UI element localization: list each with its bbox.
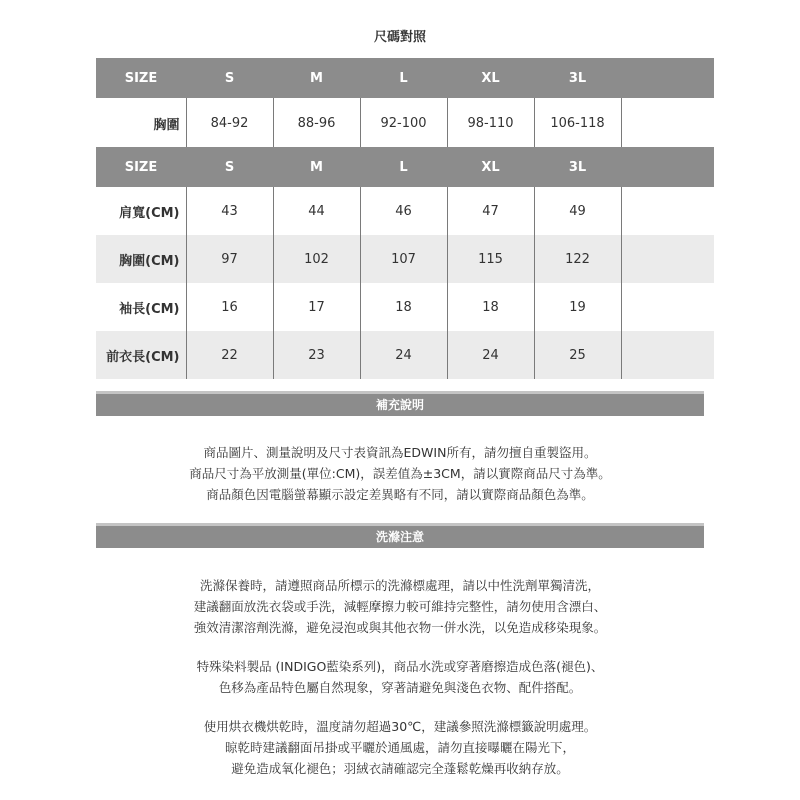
page-title: 尺碼對照 xyxy=(373,30,426,45)
size-header-cell: L xyxy=(360,58,447,98)
measurement-table xyxy=(96,147,714,379)
size-header-cell: S xyxy=(186,147,273,187)
table-cell: 23 xyxy=(273,331,360,379)
supplement-heading: 補充說明 xyxy=(96,391,704,416)
table-cell: 24 xyxy=(360,331,447,379)
care-line: 強效清潔溶劑洗滌，避免浸泡或與其他衣物一併水洗，以免造成移染現象。 xyxy=(193,620,607,635)
header-empty-cell xyxy=(621,147,714,187)
size-header-cell: 3L xyxy=(534,58,621,98)
care-line: 洗滌保養時，請遵照商品所標示的洗滌標處理，請以中性洗劑單獨清洗， xyxy=(199,578,600,593)
table-row xyxy=(96,187,714,235)
size-header-cell: M xyxy=(273,58,360,98)
empty-cell xyxy=(621,331,714,379)
size-header-cell: L xyxy=(360,147,447,187)
care-line: 避免造成氧化褪色；羽絨衣請確認完全蓬鬆乾燥再收納存放。 xyxy=(231,761,569,776)
row-label: 前衣長(CM) xyxy=(96,331,186,379)
size-header-cell: 3L xyxy=(534,147,621,187)
table-row xyxy=(96,235,714,283)
washing-para-1 xyxy=(96,575,704,638)
table-cell: 46 xyxy=(360,187,447,235)
table-cell: 44 xyxy=(273,187,360,235)
table-cell: 122 xyxy=(534,235,621,283)
note-line: 商品圖片、測量說明及尺寸表資訊為EDWIN所有，請勿擅自重製盜用。 xyxy=(203,445,597,460)
table-cell: 17 xyxy=(273,283,360,331)
table-cell: 18 xyxy=(447,283,534,331)
table-row xyxy=(96,283,714,331)
note-line: 商品尺寸為平放測量(單位:CM)，誤差值為±3CM，請以實際商品尺寸為準。 xyxy=(189,466,611,481)
size-header-row xyxy=(96,58,714,98)
care-line: 色移為產品特色屬自然現象，穿著請避免與淺色衣物、配件搭配。 xyxy=(218,680,582,695)
empty-cell xyxy=(621,187,714,235)
size-header-label: SIZE xyxy=(96,147,186,187)
table-cell: 19 xyxy=(534,283,621,331)
note-line: 商品顏色因電腦螢幕顯示設定差異略有不同，請以實際商品顏色為準。 xyxy=(206,487,594,502)
size-header-cell: XL xyxy=(447,58,534,98)
size-header-cell: S xyxy=(186,58,273,98)
size-header-row xyxy=(96,147,714,187)
care-line: 晾乾時建議翻面吊掛或平曬於通風處，請勿直接曝曬在陽光下， xyxy=(224,740,575,755)
table-cell: 107 xyxy=(360,235,447,283)
table-cell: 97 xyxy=(186,235,273,283)
care-line: 使用烘衣機烘乾時，溫度請勿超過30℃，建議參照洗滌標籤說明處理。 xyxy=(203,719,597,734)
table-cell: 88-96 xyxy=(273,98,360,148)
table-cell: 115 xyxy=(447,235,534,283)
care-line: 建議翻面放洗衣袋或手洗，減輕摩擦力較可維持完整性，請勿使用含漂白、 xyxy=(193,599,607,614)
header-empty-cell xyxy=(621,58,714,98)
size-header-cell: XL xyxy=(447,147,534,187)
table-cell: 84-92 xyxy=(186,98,273,148)
care-line: 特殊染料製品 (INDIGO藍染系列)，商品水洗或穿著磨擦造成色落(褪色)、 xyxy=(196,659,604,674)
empty-cell xyxy=(621,235,714,283)
chest-size-table xyxy=(96,58,714,148)
table-cell: 24 xyxy=(447,331,534,379)
table-cell: 92-100 xyxy=(360,98,447,148)
table-row xyxy=(96,98,714,148)
table-cell: 18 xyxy=(360,283,447,331)
empty-cell xyxy=(621,98,714,148)
table-cell: 25 xyxy=(534,331,621,379)
size-header-label: SIZE xyxy=(96,58,186,98)
washing-heading: 洗滌注意 xyxy=(96,523,704,548)
washing-para-3 xyxy=(96,716,704,779)
table-cell: 16 xyxy=(186,283,273,331)
row-label: 肩寬(CM) xyxy=(96,187,186,235)
size-header-cell: M xyxy=(273,147,360,187)
washing-para-2 xyxy=(96,656,704,698)
table-row xyxy=(96,331,714,379)
row-label: 胸圍(CM) xyxy=(96,235,186,283)
table-cell: 49 xyxy=(534,187,621,235)
table-cell: 102 xyxy=(273,235,360,283)
table-cell: 47 xyxy=(447,187,534,235)
table-cell: 43 xyxy=(186,187,273,235)
row-label: 袖長(CM) xyxy=(96,283,186,331)
table-cell: 106-118 xyxy=(534,98,621,148)
row-label: 胸圍 xyxy=(96,98,186,148)
supplement-notes xyxy=(96,442,704,505)
empty-cell xyxy=(621,283,714,331)
table-cell: 22 xyxy=(186,331,273,379)
table-cell: 98-110 xyxy=(447,98,534,148)
